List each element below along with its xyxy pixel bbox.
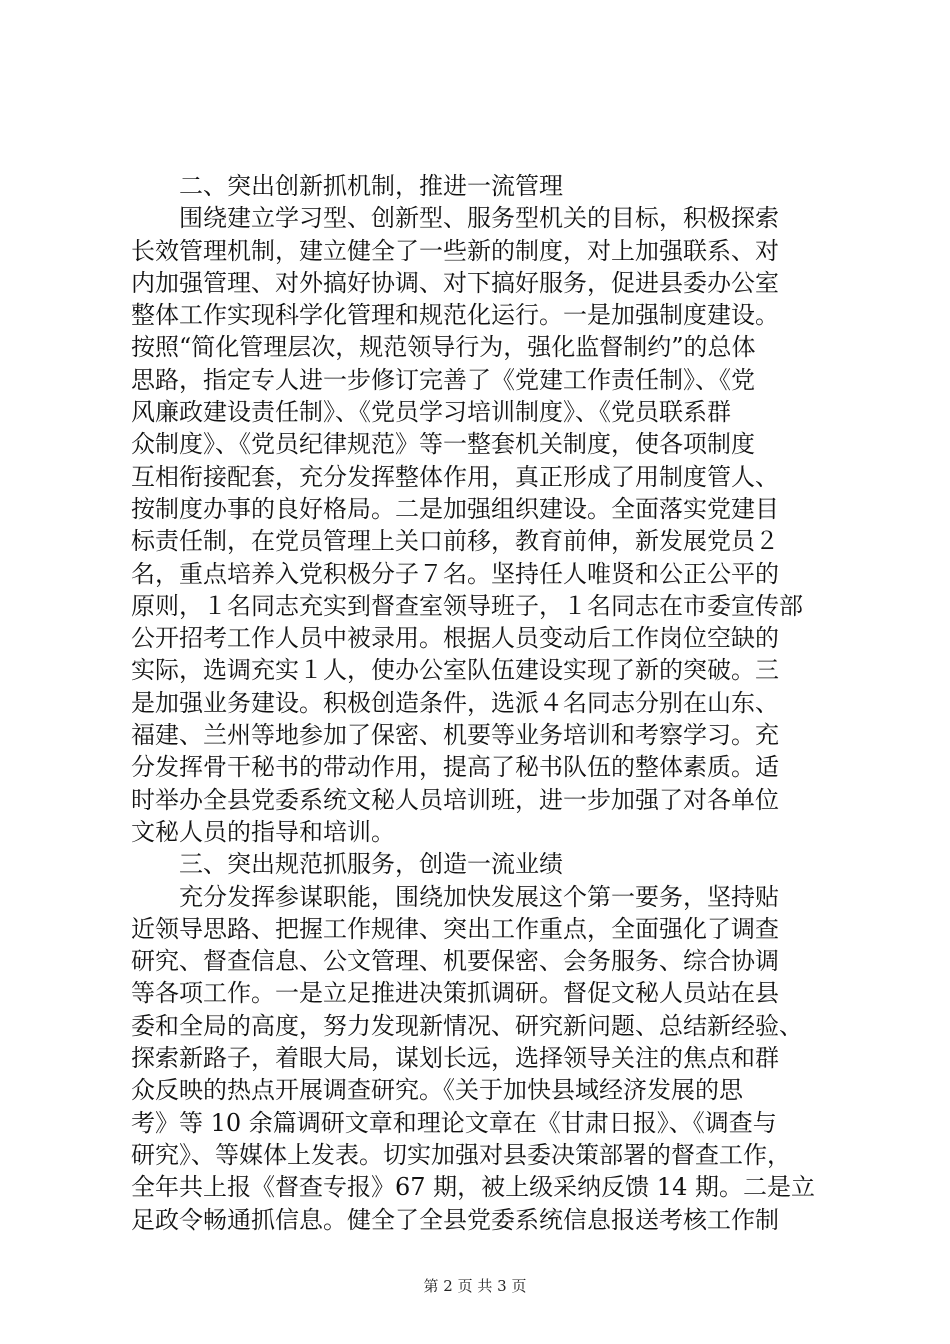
text-line: 按照“简化管理层次，规范领导行为，强化监督制约”的总体 [131, 333, 756, 362]
text-line: 近领导思路、把握工作规律、突出工作重点，全面强化了调查 [131, 914, 779, 943]
text-line: 众反映的热点开展调查研究。《关于加快县域经济发展的思 [131, 1076, 743, 1105]
text-line: 研究、督查信息、公文管理、机要保密、会务服务、综合协调 [131, 947, 779, 976]
text-line: 思路，指定专人进一步修订完善了《党建工作责任制》、《党 [131, 365, 755, 394]
text-line: 公开招考工作人员中被录用。根据人员变动后工作岗位空缺的 [131, 624, 779, 653]
text-line: 探索新路子，着眼大局，谋划长远，选择领导关注的焦点和群 [131, 1044, 779, 1073]
text-line: 充分发挥参谋职能，围绕加快发展这个第一要务，坚持贴 [131, 882, 779, 911]
document-body [131, 170, 831, 1236]
text-line: 按制度办事的良好格局。二是加强组织建设。全面落实党建目 [131, 494, 779, 523]
text-line: 风廉政建设责任制》、《党员学习培训制度》、《党员联系群 [131, 398, 731, 427]
text-line: 考》等 10 余篇调研文章和理论文章在《甘肃日报》、《调查与 [131, 1108, 777, 1137]
text-line: 众制度》、《党员纪律规范》等一整套机关制度，使各项制度 [131, 430, 755, 459]
text-line: 围绕建立学习型、创新型、服务型机关的目标，积极探索 [131, 204, 779, 233]
text-line: 研究》、等媒体上发表。切实加强对县委决策部署的督查工作， [131, 1140, 791, 1169]
text-line: 文秘人员的指导和培训。 [131, 817, 395, 846]
text-line: 时举办全县党委系统文秘人员培训班，进一步加强了对各单位 [131, 785, 779, 814]
text-line: 分发挥骨干秘书的带动作用，提高了秘书队伍的整体素质。适 [131, 753, 779, 782]
text-line: 长效管理机制，建立健全了一些新的制度，对上加强联系、对 [131, 236, 779, 265]
text-line: 是加强业务建设。积极创造条件，选派４名同志分别在山东、 [131, 688, 779, 717]
text-line: 整体工作实现科学化管理和规范化运行。一是加强制度建设。 [131, 301, 779, 330]
text-line: 全年共上报《督查专报》67 期，被上级采纳反馈 14 期。二是立 [131, 1173, 815, 1202]
text-line: 标责任制，在党员管理上关口前移，教育前伸，新发展党员２ [131, 527, 779, 556]
text-line: 二、突出创新抓机制，推进一流管理 [131, 172, 563, 200]
text-line: 原则，１名同志充实到督查室领导班子，１名同志在市委宣传部 [131, 591, 803, 620]
text-line: 内加强管理、对外搞好协调、对下搞好服务，促进县委办公室 [131, 268, 779, 297]
text-line: 互相衔接配套，充分发挥整体作用，真正形成了用制度管人、 [131, 462, 779, 491]
text-line: 福建、兰州等地参加了保密、机要等业务培训和考察学习。充 [131, 721, 779, 750]
text-line: 实际，选调充实１人，使办公室队伍建设实现了新的突破。三 [131, 656, 779, 685]
page-footer: 第 2 页 共 3 页 [423, 1277, 527, 1295]
text-line: 等各项工作。一是立足推进决策抓调研。督促文秘人员站在县 [131, 979, 779, 1008]
text-line: 足政令畅通抓信息。健全了全县党委系统信息报送考核工作制 [131, 1205, 779, 1234]
text-line: 委和全局的高度，努力发现新情况、研究新问题、总结新经验、 [131, 1011, 803, 1040]
text-line: 三、突出规范抓服务，创造一流业绩 [131, 850, 563, 879]
text-line: 名，重点培养入党积极分子７名。坚持任人唯贤和公正公平的 [131, 559, 779, 588]
